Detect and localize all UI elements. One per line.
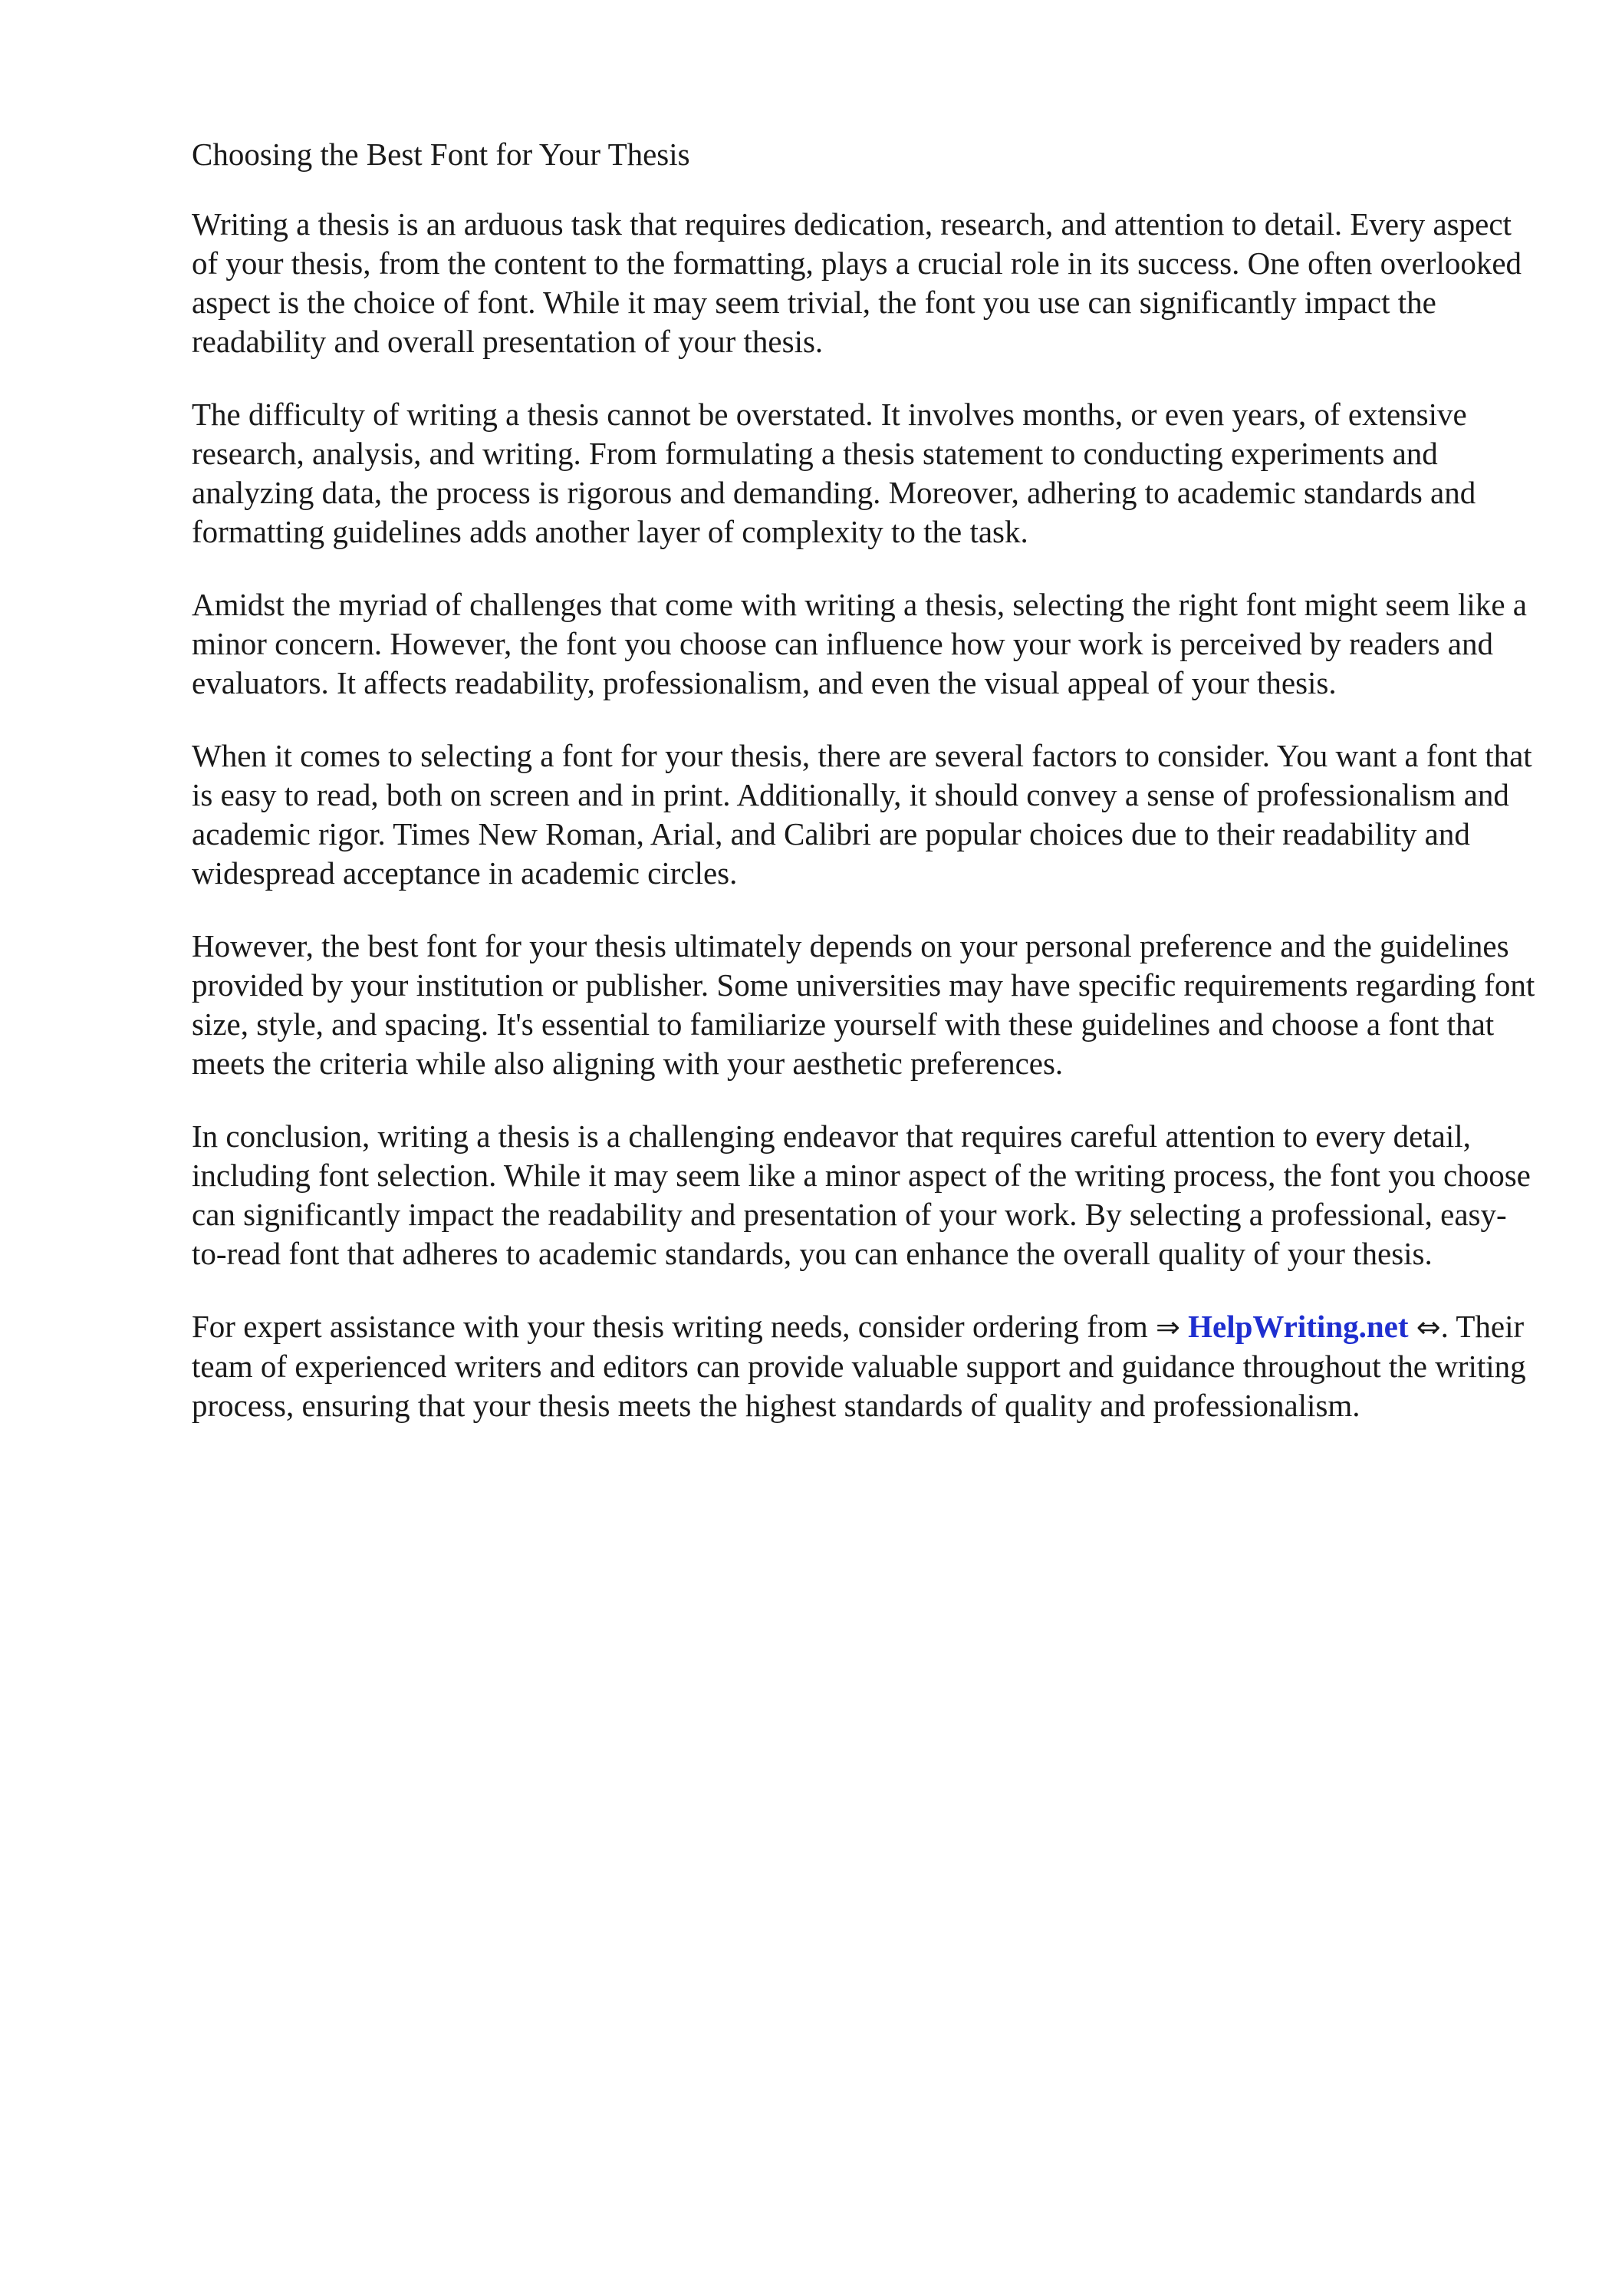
closing-lead-text: For expert assistance with your thesis writing needs, consider ordering from	[192, 1309, 1156, 1344]
paragraph-difficulty: The difficulty of writing a thesis cannot be overstated. It involves months, or even years, of extensive research, analysis, and writing. From formulating a thesis statement to conducting experiments and analyzing data, the process is rigorous and demanding. Moreover, adhering to academic standards and formatting guidelines adds another layer of complexity to the task.	[192, 397, 1476, 549]
paragraph-factors: When it comes to selecting a font for your thesis, there are several factors to consider. You want a font that is easy to read, both on screen and in print. Additionally, it should convey a sense of professionalism and academic rigor. Times New Roman, Arial, and Calibri are popular choices due to their readability and widespread acceptance in academic circles.	[192, 738, 1532, 891]
arrow-right-icon: ⇒	[1156, 1310, 1180, 1344]
paragraph-challenges: Amidst the myriad of challenges that come with writing a thesis, selecting the right font might seem like a minor concern. However, the font you choose can influence how your work is perceived by readers and evaluators. It affects readability, professionalism, and even the visual appeal of your thesis.	[192, 587, 1527, 700]
document-title: Choosing the Best Font for Your Thesis	[192, 137, 690, 172]
arrow-both-icon: ⇔	[1416, 1310, 1441, 1344]
paragraph-intro: Writing a thesis is an arduous task that requires dedication, research, and attention to detail. Every aspect of your thesis, from the content to the formatting, plays a crucial role in its success. One often overlooked aspect is the choice of font. While it may seem trivial, the font you use can significantly impact the readability and overall presentation of your thesis.	[192, 206, 1522, 359]
paragraph-preference: However, the best font for your thesis ultimately depends on your personal preference and the guidelines provided by your institution or publisher. Some universities may have specific requirements regarding font size, style, and spacing. It's essential to familiarize yourself with these guidelines and choose a font that meets the criteria while also aligning with your aesthetic preferences.	[192, 928, 1535, 1081]
document-body	[192, 135, 1541, 1459]
closing-tail-text: . Their team of experienced writers and editors can provide valuable support and guidance throughout the writing process, ensuring that your thesis meets the highest standards of quality and professionalism.	[192, 1309, 1526, 1423]
paragraph-conclusion: In conclusion, writing a thesis is a challenging endeavor that requires careful attention to every detail, including font selection. While it may seem like a minor aspect of the writing process, the font you choose can significantly impact the readability and presentation of your work. By selecting a professional, easy-to-read font that adheres to academic standards, you can enhance the overall quality of your thesis.	[192, 1118, 1531, 1271]
paragraph-closing	[192, 1307, 1541, 1425]
helpwriting-link[interactable]: HelpWriting.net	[1188, 1309, 1409, 1344]
